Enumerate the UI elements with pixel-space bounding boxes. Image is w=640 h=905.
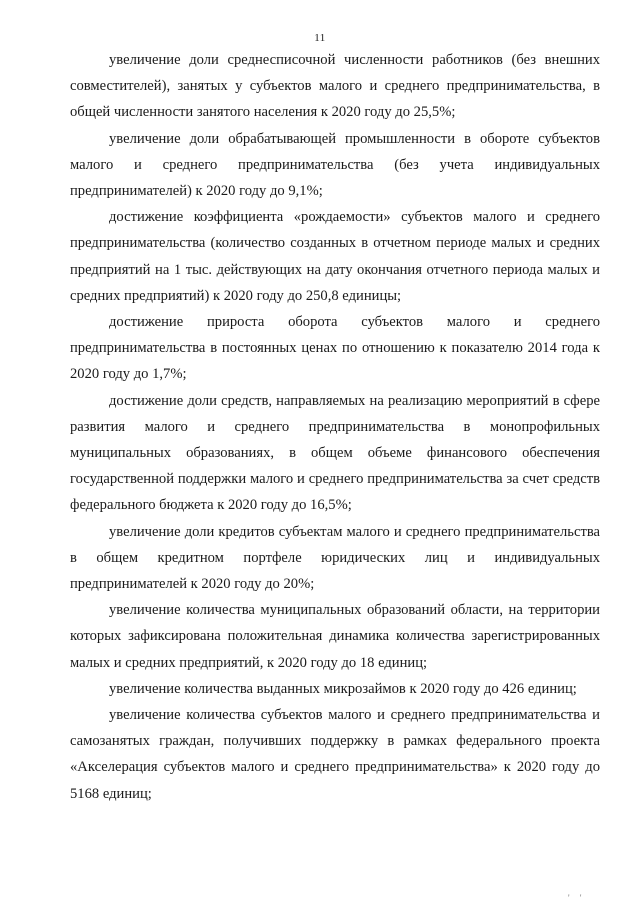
paragraph-3: достижение коэффициента «рождаемости» субъектов малого и среднего предпринимательства (количество созданных в отчетном периоде малых и средних предприятий на 1 тыс. действующих на дату окончания отчетного периода малых и средних предприятий) к 2020 году до 250,8 единицы;	[70, 209, 600, 304]
paragraph-6: увеличение доли кредитов субъектам малого и среднего предпринимательства в общем кредитном портфеле юридических лиц и индивидуальных предпринимателей к 2020 году до 20%;	[70, 523, 600, 593]
paragraph-5: достижение доли средств, направляемых на реализацию мероприятий в сфере развития малого и среднего предпринимательства в монопрофильных муниципальных образованиях, в общем объеме финансового обеспечения государственной поддержки малого и среднего предпринимательства за счет средств федерального бюджета к 2020 году до 16,5%;	[70, 392, 600, 514]
paragraph-1: увеличение доли среднесписочной численности работников (без внешних совместителей), занятых у субъектов малого и среднего предпринимательства, в общей численности занятого населения к 2020 году до 25,5%;	[70, 52, 600, 121]
page-number: 11	[314, 32, 326, 44]
paragraph-9: увеличение количества субъектов малого и среднего предпринимательства и самозанятых граждан, получивших поддержку в рамках федерального проекта «Акселерация субъектов малого и среднего предпринимательства» к 2020 году до 5168 единиц;	[70, 707, 600, 802]
paragraph-8: увеличение количества выданных микрозаймов к 2020 году до 426 единиц;	[109, 680, 577, 697]
paragraph-4: достижение прироста оборота субъектов малого и среднего предпринимательства в постоянных ценах по отношению к показателю 2014 года к 2020 году до 1,7%;	[70, 314, 600, 383]
paragraph-2: увеличение доли обрабатывающей промышленности в обороте субъектов малого и среднего предпринимательства (без учета индивидуальных предпринимателей) к 2020 году до 9,1%;	[70, 130, 600, 200]
paragraph-7: увеличение количества муниципальных образований области, на территории которых зафиксирована положительная динамика количества зарегистрированных малых и средних предприятий, к 2020 году до 18 единиц;	[70, 602, 600, 671]
scan-artifact: ' '	[568, 893, 586, 903]
document-body	[70, 47, 600, 807]
